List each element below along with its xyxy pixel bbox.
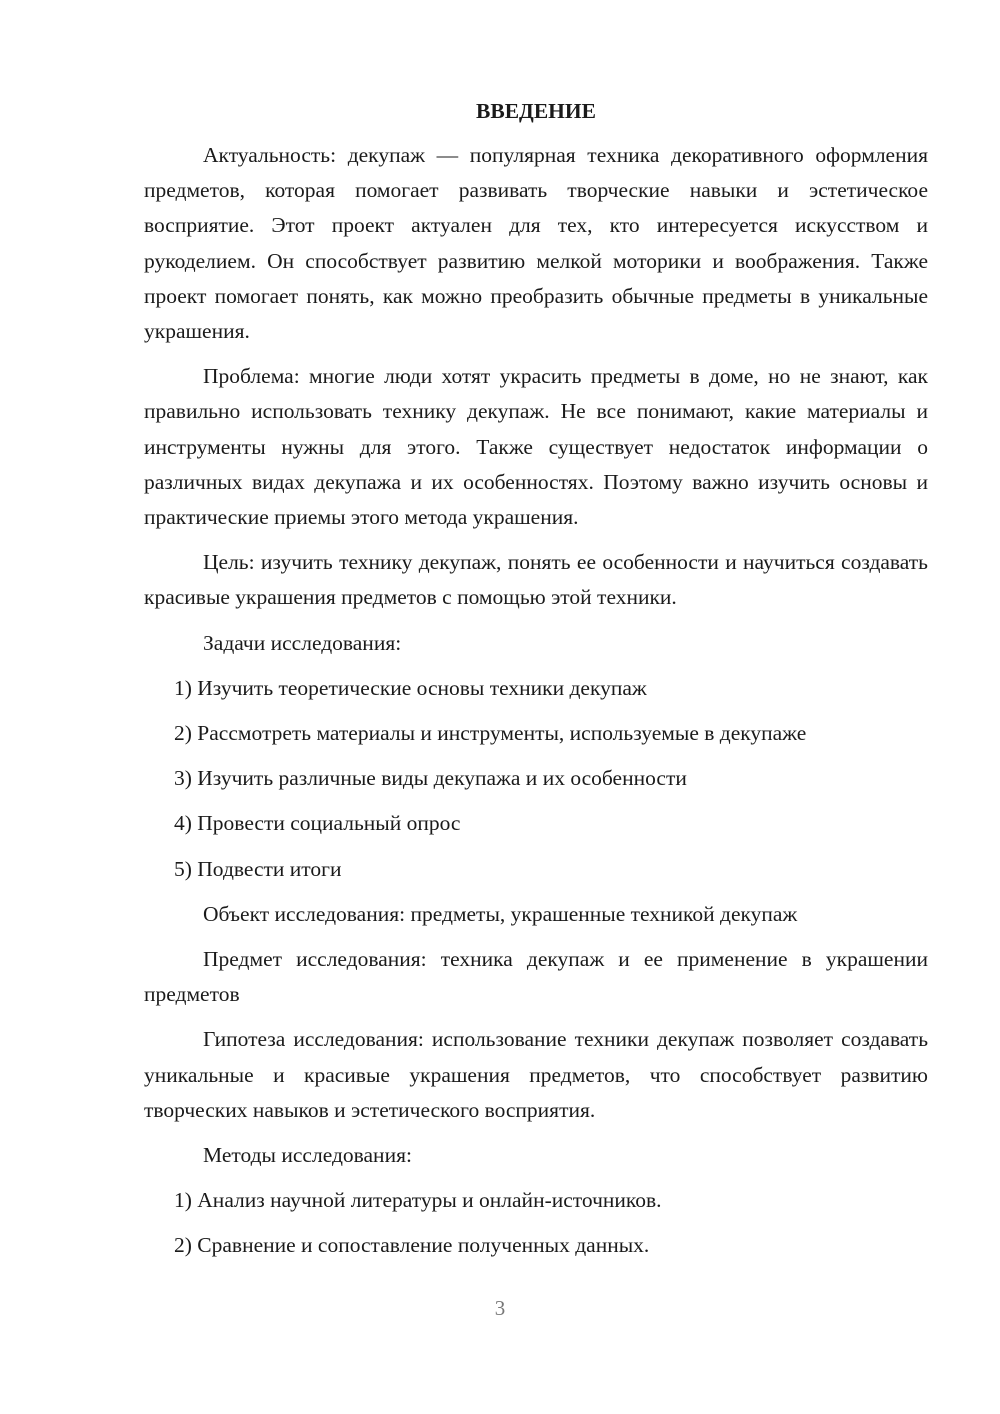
- method-item: 1) Анализ научной литературы и онлайн-источников.: [174, 1188, 662, 1213]
- task-item: 3) Изучить различные виды декупажа и их особенности: [174, 766, 687, 791]
- subject-paragraph: Предмет исследования: техника декупаж и ее применение в украшении предметов: [144, 947, 928, 1007]
- tasks-heading: Задачи исследования:: [203, 630, 402, 655]
- hypothesis-paragraph: Гипотеза исследования: использование техники декупаж позволяет создавать уникальные и красивые украшения предметов, что способствует развитию творческих навыков и эстетического восприятия.: [144, 1027, 928, 1122]
- page-content: [144, 96, 928, 1274]
- object-paragraph: Объект исследования: предметы, украшенные техникой декупаж: [203, 901, 798, 926]
- problem-paragraph: Проблема: многие люди хотят украсить предметы в доме, но не знают, как правильно использовать технику декупаж. Не все понимают, какие материалы и инструменты нужны для этого. Также существует недостаток информации о различных видах декупажа и их особенностях. Поэтому важно изучить основы и практические приемы этого метода украшения.: [144, 364, 928, 530]
- page-title: ВВЕДЕНИЕ: [476, 99, 596, 123]
- task-item: 1) Изучить теоретические основы техники декупаж: [174, 675, 647, 700]
- methods-heading: Методы исследования:: [203, 1143, 412, 1168]
- task-item: 2) Рассмотреть материалы и инструменты, используемые в декупаже: [174, 721, 807, 746]
- page-number: 3: [494, 1296, 506, 1320]
- task-item: 5) Подвести итоги: [174, 856, 342, 881]
- method-item: 2) Сравнение и сопоставление полученных данных.: [174, 1233, 650, 1258]
- task-item: 4) Провести социальный опрос: [174, 811, 461, 836]
- relevance-paragraph: Актуальность: декупаж — популярная техника декоративного оформления предметов, которая помогает развивать творческие навыки и эстетическое восприятие. Этот проект актуален для тех, кто интересуется искусством и рукоделием. Он способствует развитию мелкой моторики и воображения. Также проект помогает понять, как можно преобразить обычные предметы в уникальные украшения.: [144, 143, 928, 344]
- goal-paragraph: Цель: изучить технику декупаж, понять ее особенности и научиться создавать красивые украшения предметов с помощью этой техники.: [144, 550, 928, 610]
